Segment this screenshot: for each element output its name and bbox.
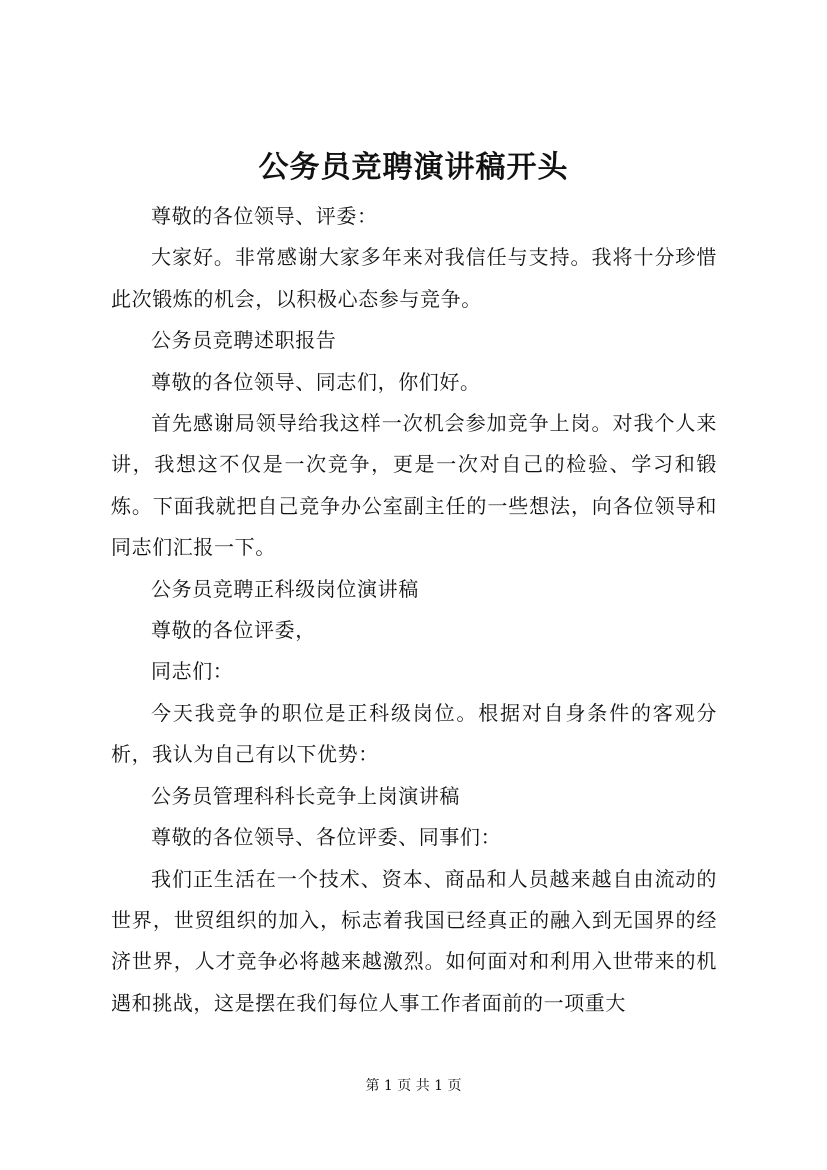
- paragraph-intro-2: 首先感谢局领导给我这样一次机会参加竞争上岗。对我个人来讲，我想这不仅是一次竞争，更是一次对自己的检验、学习和锻炼。下面我就把自己竞争办公室副主任的一些想法，向各位领导和同志们汇报一下。: [111, 411, 717, 560]
- page-footer: [0, 1076, 827, 1096]
- paragraph-greeting-2: 尊敬的各位领导、同志们，你们好。: [151, 369, 481, 394]
- paragraph-greeting-3b: 同志们：: [151, 659, 234, 684]
- paragraph-intro-1: 大家好。非常感谢大家多年来对我信任与支持。我将十分珍惜此次锻炼的机会，以积极心态参与竞争。: [111, 245, 717, 311]
- paragraph-greeting-4: 尊敬的各位领导、各位评委、同事们：: [151, 825, 502, 850]
- paragraph-intro-4: 我们正生活在一个技术、资本、商品和人员越来越自由流动的世界，世贸组织的加入，标志着我国已经真正的融入到无国界的经济世界，人才竞争必将越来越激烈。如何面对和利用入世带来的机遇和挑战，这是摆在我们每位人事工作者面前的一项重大: [111, 866, 717, 1015]
- paragraph-heading-4: 公务员管理科科长竞争上岗演讲稿: [151, 783, 460, 808]
- paragraph-intro-3: 今天我竞争的职位是正科级岗位。根据对自身条件的客观分析，我认为自己有以下优势：: [111, 700, 717, 767]
- paragraph-greeting-1: 尊敬的各位领导、评委：: [151, 204, 378, 228]
- page-number-label: 第 1 页 共 1 页: [365, 1078, 462, 1094]
- document-body: [111, 196, 717, 1024]
- paragraph-heading-2: 公务员竞聘述职报告: [151, 328, 337, 353]
- paragraph-heading-3: 公务员竞聘正科级岗位演讲稿: [151, 576, 419, 601]
- paragraph-greeting-3a: 尊敬的各位评委，: [151, 618, 316, 643]
- document-title: 公务员竞聘演讲稿开头: [258, 150, 569, 185]
